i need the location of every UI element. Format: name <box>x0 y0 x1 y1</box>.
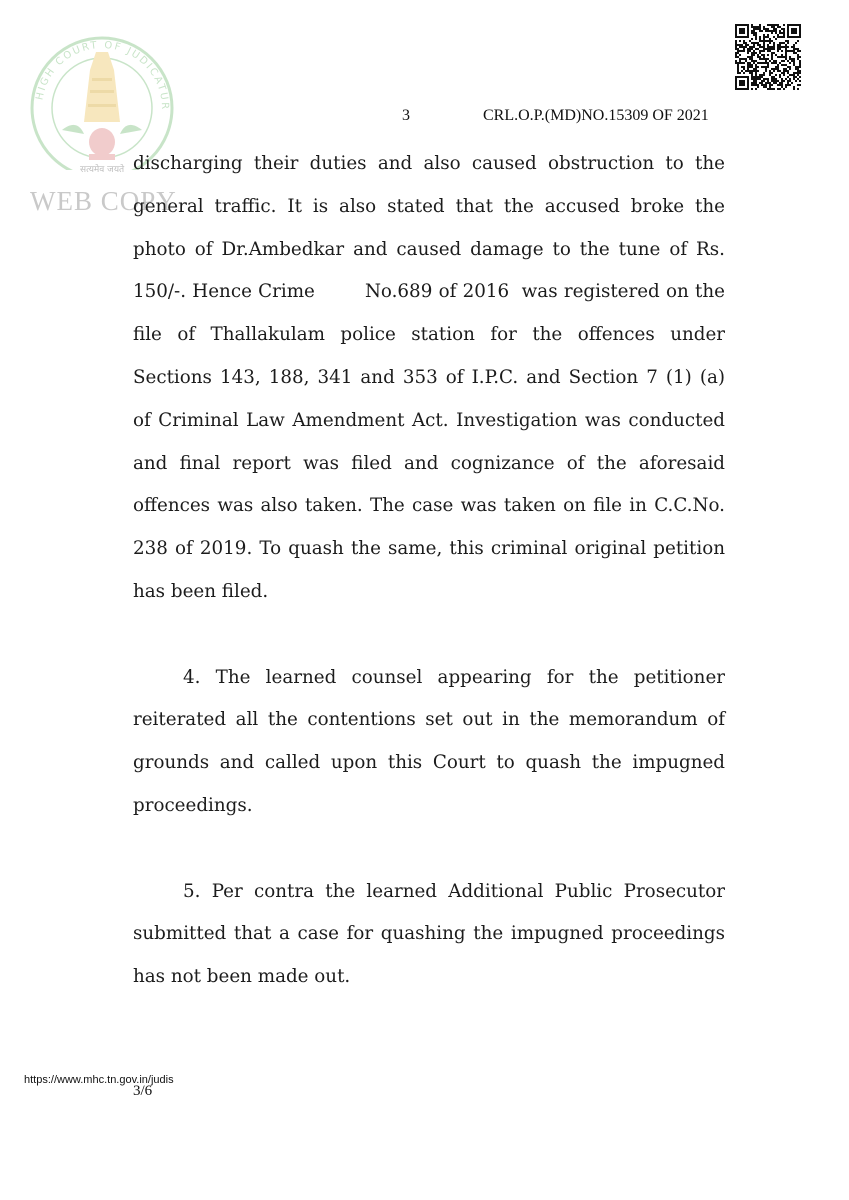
text-line: and final report was filed and cognizance of the aforesaid <box>133 452 725 474</box>
text-line: Sections 143, 188, 341 and 353 of I.P.C. and Section 7 (1) (a) <box>133 366 725 388</box>
text-line: proceedings. <box>133 794 253 816</box>
text-line: 150/-. Hence Crime No.689 of 2016 was registered on the <box>133 281 725 303</box>
qr-code <box>735 24 801 90</box>
text-line: discharging their duties and also caused obstruction to the <box>133 153 725 174</box>
header-page-number: 3 <box>402 107 410 124</box>
seal-motto: सत्यमेव जयते <box>80 165 125 175</box>
text-line: reiterated all the contentions set out in the memorandum of <box>133 709 725 731</box>
text-line: offences was also taken. The case was taken on file in C.C.No. <box>133 495 725 517</box>
header-case-number: CRL.O.P.(MD)NO.15309 OF 2021 <box>483 107 709 124</box>
seal-ring-text: HIGH COURT OF JUDICATUR <box>34 39 171 112</box>
text-line: grounds and called upon this Court to quash the impugned <box>133 752 725 774</box>
paragraph-4 <box>133 657 725 828</box>
footer-url: https://www.mhc.tn.gov.in/judis <box>24 1074 174 1086</box>
text-line: photo of Dr.Ambedkar and caused damage to the tune of Rs. <box>133 238 725 260</box>
text-line: of Criminal Law Amendment Act. Investigation was conducted <box>133 409 725 431</box>
judgment-body <box>133 143 725 999</box>
text-line: file of Thallakulam police station for the offences under <box>133 324 725 346</box>
text-line: 4. The learned counsel appearing for the petitioner <box>183 666 725 688</box>
text-line: 238 of 2019. To quash the same, this criminal original petition <box>133 538 725 560</box>
paragraph-5 <box>133 871 725 999</box>
text-line: general traffic. It is also stated that the accused broke the <box>133 195 725 217</box>
text-line: 5. Per contra the learned Additional Public Prosecutor <box>183 880 725 902</box>
text-line: submitted that a case for quashing the impugned proceedings <box>133 923 725 945</box>
text-line: has not been made out. <box>133 966 351 988</box>
web-copy-watermark: WEB COPY <box>30 186 177 216</box>
text-line: has been filed. <box>133 580 269 602</box>
paragraph-3-continued <box>133 143 725 614</box>
footer-page-count: 3/6 <box>133 1083 153 1099</box>
